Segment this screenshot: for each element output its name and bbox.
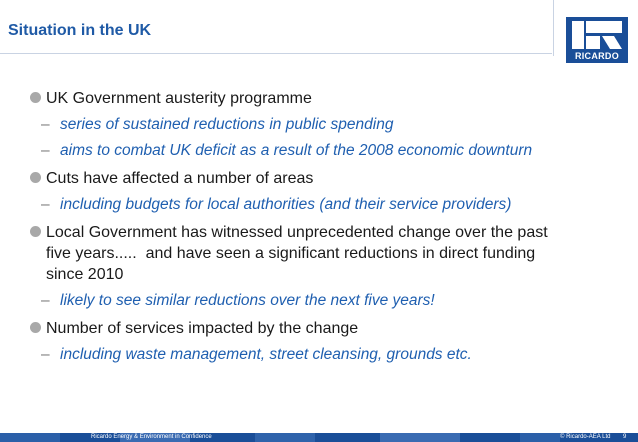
sub-bullet-item — [30, 141, 630, 161]
sub-bullet-item — [30, 345, 630, 365]
ricardo-logo-mark-icon — [566, 17, 628, 53]
footer-copyright: © Ricardo-AEA Ltd — [560, 434, 611, 440]
sub-bullet-item — [30, 291, 630, 311]
bullet-text-line: five years..... and have seen a significant reductions in direct funding — [46, 245, 536, 262]
bullet-dot-icon — [30, 92, 41, 103]
ricardo-logo — [566, 17, 628, 63]
sub-bullet-text: including waste management, street cleansing, grounds etc. — [60, 346, 472, 363]
bullet-item — [30, 168, 630, 189]
dash-icon: – — [41, 116, 50, 133]
sub-bullet-item — [30, 195, 630, 215]
bullet-list — [30, 88, 630, 365]
footer-segment — [0, 433, 60, 442]
dash-icon: – — [41, 346, 50, 363]
sub-bullet-item — [30, 115, 630, 135]
ricardo-logo-text: RICARDO — [574, 51, 620, 61]
bullet-item — [30, 318, 630, 339]
footer-confidentiality: Ricardo Energy & Environment in Confidence — [91, 434, 212, 440]
footer-segment — [380, 433, 460, 442]
dash-icon: – — [41, 142, 50, 159]
dash-icon: – — [41, 292, 50, 309]
bullet-text-line: Local Government has witnessed unprecedented change over the past — [46, 224, 548, 241]
bullet-dot-icon — [30, 226, 41, 237]
bullet-text-line: since 2010 — [46, 266, 124, 283]
bullet-dot-icon — [30, 322, 41, 333]
header-vertical-divider — [553, 0, 554, 56]
sub-bullet-text: likely to see similar reductions over the next five years! — [60, 292, 435, 309]
footer-segment — [520, 433, 560, 442]
bullet-dot-icon — [30, 172, 41, 183]
sub-bullet-text: series of sustained reductions in public spending — [60, 116, 394, 133]
bullet-item — [30, 222, 630, 285]
title-divider — [0, 53, 552, 54]
page-number: 9 — [623, 434, 627, 440]
footer-segment — [255, 433, 315, 442]
footer-bar — [0, 433, 638, 442]
bullet-text: Cuts have affected a number of areas — [46, 170, 314, 187]
slide-title: Situation in the UK — [8, 22, 152, 39]
bullet-text: UK Government austerity programme — [46, 90, 312, 107]
bullet-item — [30, 88, 630, 109]
dash-icon: – — [41, 196, 50, 213]
sub-bullet-text: aims to combat UK deficit as a result of the 2008 economic downturn — [60, 142, 533, 159]
bullet-text: Number of services impacted by the change — [46, 320, 359, 337]
sub-bullet-text: including budgets for local authorities (and their service providers) — [60, 196, 512, 213]
